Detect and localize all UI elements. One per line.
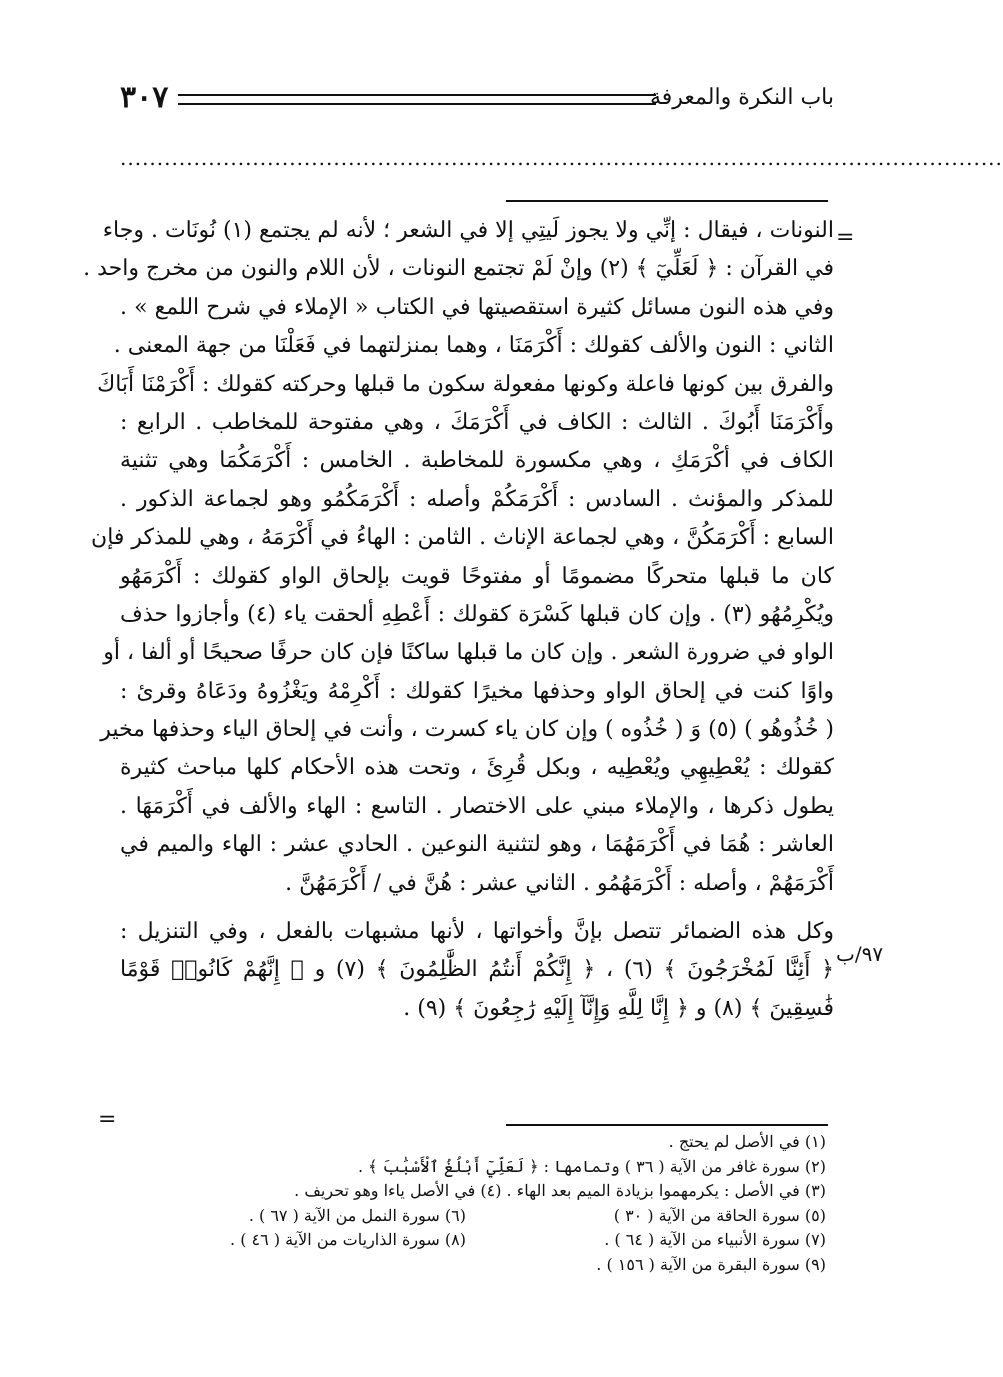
- text-line: والفرق بين كونها فاعلة وكونها مفعولة سكون ما قبلها وحركته كقولك : أَكْرَمْنَا أَبَاكَ: [97, 371, 834, 397]
- footnote: (٨) سورة الذاريات من الآية ( ٤٦ ) .: [230, 1230, 466, 1249]
- footnote: (٣) في الأصل : يكرمهموا بزيادة الميم بعد الهاء . (٤) في الأصل ياءا وهو تحريف .: [294, 1181, 826, 1200]
- footnote: (٩) سورة البقرة من الآية ( ١٥٦ ) .: [596, 1254, 826, 1274]
- footnote-line: [150, 1155, 826, 1180]
- text-line: ﴿ أَئِنَّا لَمُخْرَجُونَ ﴾ (٦) ، ﴿ إِنَّكُمْ أَنتُمُ الظَّٰلِمُونَ ﴾ (٧) و ﴿ إِنَّهُمْ كَانُوا۟ قَوْمًا: [120, 957, 834, 983]
- text-line: كان ما قبلها متحركًا مضمومًا أو مفتوحًا قويت بإلحاق الواو كقولك : أَكْرَمَهُو: [120, 563, 834, 589]
- text-line: فَٰسِقِينَ ﴾ (٨) و ﴿ إِنَّا لِلَّهِ وَإِنَّآ إِلَيْهِ رَٰجِعُونَ ﴾ (٩) .: [403, 995, 834, 1021]
- text-line: وكل هذه الضمائر تتصل بإنَّ وأخواتها ، لأنها مشبهات بالفعل ، وفي التنزيل :: [120, 919, 834, 945]
- continuation-mark-start: =: [836, 225, 855, 250]
- footnote: (٥) سورة الحاقة من الآية ( ٣٠ ): [613, 1205, 826, 1225]
- text-line: كقولك : يُعْطِيهِي ويُعْطِيه ، وبكل قُرِئَ ، وتحت هذه الأحكام كلها مباحث كثيرة: [120, 755, 834, 781]
- header-double-rule: [178, 94, 656, 105]
- continuation-rule: [506, 200, 828, 202]
- footnote: (٢) سورة غافر من الآية ( ٣٦ ) وتمامها : ﴿ لَعَلِّيٓ أَبْلُغُ ٱلْأَسْبَٰبَ ﴾ .: [357, 1156, 826, 1176]
- footnote-line: [150, 1179, 826, 1204]
- footnote-line: [150, 1228, 826, 1253]
- text-line: أَكْرَمَهُمْ ، وأصله : أَكْرَمَهُمُو . الثاني عشر : هُنَّ في / أَكْرَمَهُنَّ .: [285, 870, 834, 896]
- paragraph-gap: [120, 903, 834, 913]
- text-line: الكاف في أكْرَمَكِ ، وهي مكسورة للمخاطبة . الخامس : أَكْرَمَكُمَا وهي تثنية: [120, 448, 834, 474]
- page-header: [120, 78, 834, 118]
- footnotes: [150, 1130, 826, 1277]
- main-text: [83, 212, 834, 1028]
- page-number: ٣٠٧: [120, 80, 169, 115]
- text-line: الثاني : النون والألف كقولك : أَكْرَمَنَا ، وهما بمنزلتهما في فَعَلْنَا من جهة المعنى .: [113, 333, 834, 359]
- text-line: العاشر : هُمَا في أَكْرَمَهُمَا ، وهو لتثنية النوعين . الحادي عشر : الهاء والميم في: [120, 832, 834, 858]
- manuscript-folio-marker: ٩٧/ب: [836, 942, 884, 966]
- text-line: السابع : أَكْرَمَكُنَّ ، وهي لجماعة الإناث . الثامن : الهاءُ في أَكْرَمَهُ ، وهي للمذكر فإن: [91, 525, 834, 551]
- running-title: باب النكرة والمعرفة: [649, 85, 834, 110]
- footnote: (١) في الأصل لم يحتج .: [668, 1132, 826, 1151]
- text-line: وفي هذه النون مسائل كثيرة استقصيتها في الكتاب « الإملاء في شرح اللمع » .: [120, 294, 834, 320]
- text-line: واوًا كنت في إلحاق الواو وحذفها مخيرًا كقولك : أَكْرِمْهُ ويَغْزُوهُ ودَعَاهُ وقرئ :: [120, 678, 834, 704]
- text-line: في القرآن : ﴿ لَعَلِّيٓ ﴾ (٢) وإنْ لَمْ تجتمع النونات ، لأن اللام والنون من مخرج واحد .: [83, 256, 834, 282]
- text-line: يطول ذكرها ، والإملاء مبني على الاختصار . التاسع : الهاء والألف في أَكْرَمَهَا .: [120, 793, 834, 819]
- footnote: (٧) سورة الأنبياء من الآية ( ٦٤ ) .: [604, 1230, 826, 1249]
- footnote-line: [150, 1253, 826, 1278]
- footnotes-rule: [506, 1124, 828, 1126]
- continuation-mark-end: =: [98, 1107, 117, 1132]
- text-line: النونات ، فيقال : إنِّي ولا يجوز لَيتِي إلا في الشعر ؛ لأنه لم يجتمع (١) نُونَات . وجاء: [102, 218, 834, 243]
- text-line: للمذكر والمؤنث . السادس : أَكْرَمَكُمْ وأصله : أَكْرَمَكُمُو وهو لجماعة الذكور .: [120, 486, 834, 512]
- dotted-separator: ........................................................................................................................: [120, 146, 1003, 170]
- footnote-line: [150, 1130, 826, 1155]
- text-line: ويُكْرِمُهُو (٣) . وإن كان قبلها كَسْرَة كقولك : أَعْطِهِ ألحقت ياء (٤) وأجازوا حذف: [120, 601, 834, 627]
- text-line: ( خُذُوهُو ) (٥) وَ ( خُذُوه ) وإن كان ياء كسرت ، وأنت في إلحاق الياء وحذفها مخير: [100, 717, 834, 743]
- text-line: وأَكْرَمَنَا أَبُوكَ . الثالث : الكاف في أَكْرَمَكَ ، وهي مفتوحة للمخاطب . الرابع :: [120, 409, 834, 435]
- footnote: (٦) سورة النمل من الآية ( ٦٧ ) .: [248, 1205, 466, 1225]
- footnote-line: [150, 1204, 826, 1229]
- text-line: الواو في ضرورة الشعر . وإن كان ما قبلها ساكنًا فإن كان حرفًا صحيحًا أو ألفا ، أو: [103, 640, 834, 666]
